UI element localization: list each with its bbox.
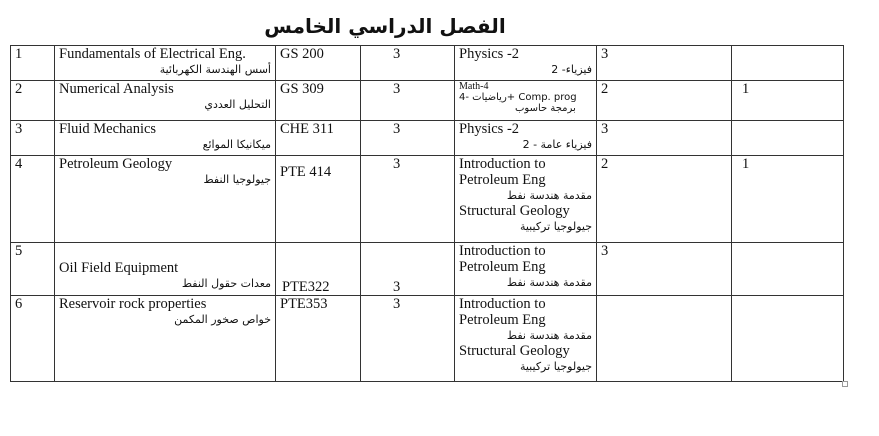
row-number: 2: [11, 81, 55, 121]
prereq-en: Introduction to Petroleum Eng: [459, 243, 546, 275]
course-name-en: Reservoir rock properties: [59, 296, 207, 312]
prereq-ar: فيزياء عامة - 2: [522, 138, 592, 151]
theory-hours: 3: [597, 46, 732, 81]
table-row: [11, 121, 844, 156]
prerequisite-cell: [455, 296, 597, 382]
course-name-cell: [55, 243, 276, 296]
course-code: GS 200: [276, 46, 361, 81]
table-row: [11, 46, 844, 81]
course-code: CHE 311: [276, 121, 361, 156]
theory-hours: 2: [597, 81, 732, 121]
course-name-cell: [55, 81, 276, 121]
course-name-ar: التحليل العددي: [204, 98, 271, 111]
prereq-en: Structural Geology: [459, 343, 570, 359]
lab-hours: [732, 46, 844, 81]
prereq-line-ar: برمجة حاسوب: [515, 103, 576, 114]
course-name-cell: [55, 46, 276, 81]
course-code: PTE353: [276, 296, 361, 382]
credit-hours: 3: [361, 296, 455, 382]
theory-hours: 3: [597, 121, 732, 156]
course-code: [276, 156, 361, 243]
course-name-en: Petroleum Geology: [59, 156, 173, 172]
course-name-ar: أسس الهندسة الكهربائية: [159, 63, 271, 76]
course-name-en: Fluid Mechanics: [59, 121, 157, 137]
theory-hours: [597, 296, 732, 382]
prerequisite-cell: [455, 156, 597, 243]
lab-hours: 1: [732, 81, 844, 121]
prerequisite-cell: [455, 81, 597, 121]
credit-hours: 3: [361, 156, 455, 243]
course-name-cell: [55, 296, 276, 382]
lab-hours: [732, 121, 844, 156]
prereq-en: Physics -2: [459, 46, 520, 62]
credit-hours: 3: [361, 81, 455, 121]
course-code-text: PTE 414: [280, 164, 332, 180]
table-resize-handle[interactable]: [842, 381, 848, 387]
prereq-ar: مقدمة هندسة نفط: [506, 189, 592, 202]
prerequisite-cell: [455, 46, 597, 81]
course-name-en: Numerical Analysis: [59, 81, 174, 97]
course-name-en: Fundamentals of Electrical Eng.: [59, 46, 246, 62]
credit-hours: 3: [361, 46, 455, 81]
theory-hours: 3: [597, 243, 732, 296]
lab-hours: 1: [732, 156, 844, 243]
prereq-ar: فيزياء- 2: [551, 63, 592, 76]
course-name-ar: ميكانيكا الموائع: [202, 138, 271, 151]
prereq-en: Introduction to Petroleum Eng: [459, 296, 546, 328]
credit-hours: 3: [361, 121, 455, 156]
prereq-ar: جيولوجيا تركيبية: [519, 220, 592, 233]
course-code: PTE322: [276, 243, 361, 296]
prereq-ar: جيولوجيا تركيبية: [519, 360, 592, 373]
table-row: [11, 243, 844, 296]
prereq-en: Structural Geology: [459, 203, 570, 219]
course-code: GS 309: [276, 81, 361, 121]
prereq-en: Introduction to Petroleum Eng: [459, 156, 546, 188]
course-name-ar: جيولوجيا النفط: [203, 173, 271, 186]
prerequisite-cell: [455, 243, 597, 296]
page-title: الفصل الدراسي الخامس: [264, 14, 506, 38]
prereq-ar: مقدمة هندسة نفط: [506, 329, 592, 342]
lab-hours: [732, 243, 844, 296]
row-number: 3: [11, 121, 55, 156]
prereq-line: 4- رياضيات+ Comp. prog: [459, 92, 577, 103]
table-row: [11, 296, 844, 382]
theory-hours: 2: [597, 156, 732, 243]
row-number: 4: [11, 156, 55, 243]
course-name-cell: [55, 156, 276, 243]
lab-hours: [732, 296, 844, 382]
prerequisite-cell: [455, 121, 597, 156]
course-name-cell: [55, 121, 276, 156]
course-name-ar: معدات حقول النفط: [181, 277, 271, 290]
table-row: [11, 81, 844, 121]
course-table: [10, 45, 844, 382]
prereq-en: Physics -2: [459, 121, 520, 137]
credit-hours: 3: [361, 243, 455, 296]
course-name-en: Oil Field Equipment: [59, 260, 179, 276]
table-row: [11, 156, 844, 243]
row-number: 5: [11, 243, 55, 296]
row-number: 1: [11, 46, 55, 81]
course-name-ar: خواص صخور المكمن: [174, 313, 271, 326]
prereq-line: Math-4: [459, 81, 489, 92]
prereq-ar: مقدمة هندسة نفط: [506, 276, 592, 289]
row-number: 6: [11, 296, 55, 382]
